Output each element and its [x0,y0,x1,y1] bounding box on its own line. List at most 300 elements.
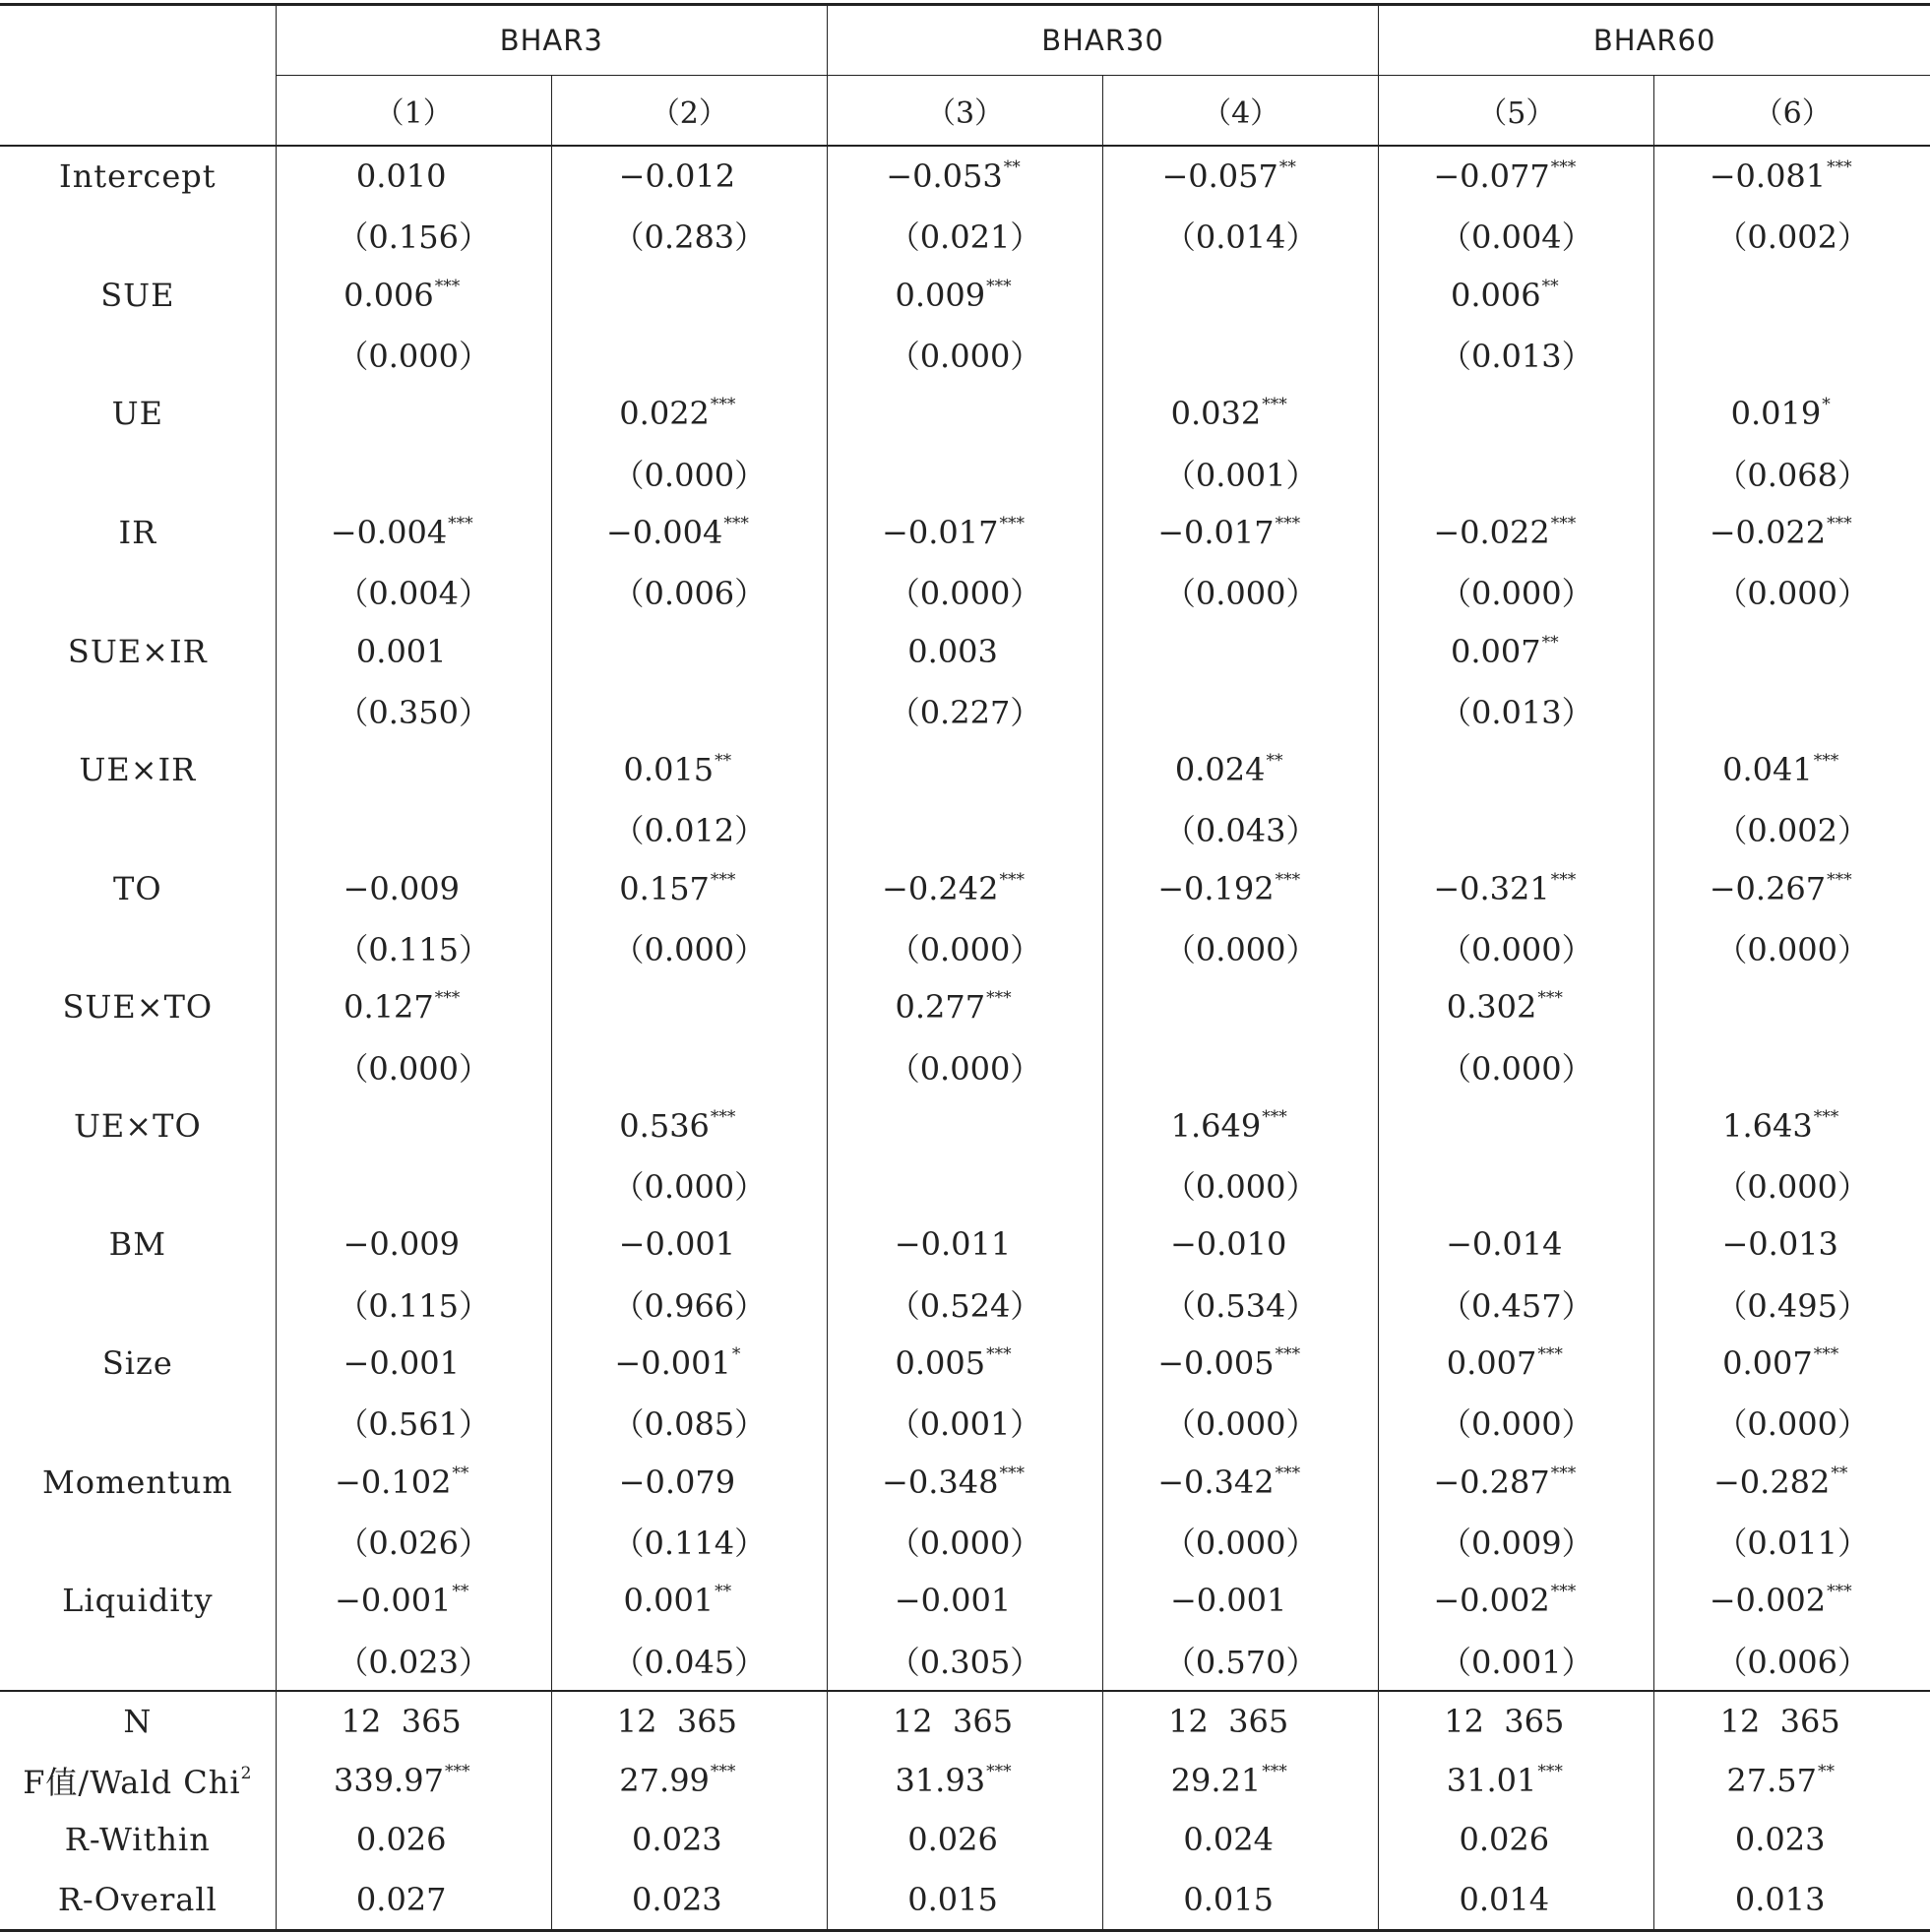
table-row [0,1275,1930,1334]
stat-cell [827,1810,1102,1869]
pvalue-cell [276,1036,551,1095]
p-value: （0.561） [337,1405,491,1444]
pvalue-cell [1654,918,1930,977]
stat-cell [276,1870,551,1931]
coef-value: 0.032 [1170,395,1262,433]
coef-value-wrap [895,1344,1011,1382]
table-row [0,1691,1930,1751]
coef-cell [1654,1096,1930,1155]
coef-cell [1103,740,1379,799]
stat-cell [1654,1870,1930,1931]
coef-cell [1103,146,1379,206]
coef-cell [276,1334,551,1393]
significance-stars: *** [710,869,736,890]
coef-value-wrap [677,277,678,314]
table-row [0,1155,1930,1215]
significance-stars: *** [1262,1106,1287,1127]
significance-stars: *** [1550,513,1577,533]
coef-cell [1654,740,1930,799]
pvalue-cell [551,1275,827,1334]
p-value: （0.000） [1715,1405,1869,1444]
coef-value: 0.127 [343,988,434,1027]
variable-label: BM [108,1225,166,1264]
pvalue-cell [1103,1393,1379,1452]
coef-value: 0.006 [343,276,434,314]
coef-value: −0.001 [614,1344,731,1383]
coef-cell [1654,384,1930,443]
pvalue-cell [1103,443,1379,502]
coef-value: 0.157 [619,869,710,907]
significance-stars: *** [1537,988,1563,1009]
coef-value: −0.002 [1433,1582,1550,1620]
coef-value: 0.005 [895,1344,986,1383]
stat-cell [1379,1691,1654,1751]
coef-value: −0.079 [618,1463,736,1501]
coef-value-wrap [1157,1344,1300,1382]
coef-value-wrap [1713,1464,1847,1501]
coef-value-wrap [1433,514,1576,551]
pvalue-cell [1654,206,1930,265]
p-value: （0.006） [612,575,767,613]
coef-cell [1379,1571,1654,1630]
significance-stars: ** [715,1582,732,1602]
pvalue-cell [1379,1036,1654,1095]
p-value: （0.014） [1163,218,1318,257]
p-value: （0.283） [612,218,767,257]
coef-cell [1103,503,1379,562]
significance-stars: *** [1537,1762,1563,1782]
coef-cell [551,146,827,206]
pvalue-cell [1379,325,1654,384]
significance-stars: *** [444,1762,470,1782]
variable-label: UE×TO [73,1106,202,1145]
significance-stars: ** [715,751,732,772]
stat-cell [551,1810,827,1869]
coef-value: −0.017 [882,513,999,551]
stat-value: 0.026 [355,1821,447,1859]
model-number-1: （1） [276,76,551,147]
coef-cell [276,146,551,206]
stat-value: 0.024 [1183,1821,1274,1859]
pvalue-cell [1654,1275,1930,1334]
coef-value-wrap [1157,514,1300,551]
pvalue-cell [551,681,827,740]
stat-cell [827,1751,1102,1810]
stat-value: 0.023 [1734,1821,1826,1859]
stat-value-wrap [632,1881,723,1918]
pvalue-cell [1103,1155,1379,1215]
significance-stars: *** [1827,157,1852,178]
coef-cell [276,1571,551,1630]
coef-value: 1.649 [1170,1106,1262,1145]
stat-value: 0.015 [1183,1880,1274,1918]
coef-value-wrap [1447,1344,1563,1382]
coef-value-wrap [1710,514,1852,551]
coef-cell [276,977,551,1036]
coef-cell [551,1096,827,1155]
stat-cell [827,1691,1102,1751]
stat-label-text: R-Overall [57,1880,218,1918]
p-value: （0.227） [888,693,1042,731]
stat-value: 31.93 [895,1762,986,1800]
significance-stars: *** [1827,513,1852,533]
coef-value: 0.015 [623,751,715,789]
pvalue-cell [1654,443,1930,502]
stat-cell [276,1810,551,1869]
coef-value-wrap [1731,395,1831,432]
stat-cell [276,1691,551,1751]
p-value: （0.000） [337,1049,491,1088]
coef-cell [1654,621,1930,680]
model-number-2: （2） [551,76,827,147]
stat-value-wrap [334,1762,469,1799]
pvalue-cell [1379,1630,1654,1690]
coef-value-wrap [335,1464,468,1501]
variable-label: Size [101,1344,173,1383]
significance-stars: *** [1813,1106,1839,1127]
p-value: （0.000） [337,338,491,376]
stat-value: 339.97 [333,1762,444,1800]
p-value: （0.000） [612,456,767,494]
coef-value-wrap [606,514,749,551]
stat-value-wrap [1183,1881,1275,1918]
coef-value: −0.022 [1433,513,1550,551]
coef-cell [1654,859,1930,918]
coef-value-wrap [614,1344,740,1382]
coef-value: 0.009 [895,276,986,314]
coef-cell [1103,977,1379,1036]
stat-value-wrap [342,1703,463,1740]
significance-stars: ** [1278,157,1296,178]
table-row [0,1334,1930,1393]
coef-cell [551,977,827,1036]
stat-value-wrap [1735,1881,1827,1918]
coef-value-wrap [1171,395,1287,432]
coef-value: −0.004 [605,513,723,551]
coef-value: −0.001 [1169,1582,1287,1620]
stat-cell [551,1870,827,1931]
stat-value: 12 365 [892,1702,1014,1740]
p-value: （0.000） [1715,1168,1869,1207]
coef-cell [827,977,1102,1036]
coef-value-wrap [1504,1107,1505,1145]
significance-stars: ** [1266,751,1283,772]
coef-value: −0.009 [342,869,460,907]
significance-stars: *** [1275,869,1301,890]
stat-cell [827,1870,1102,1931]
pvalue-cell [827,799,1102,858]
variable-label: UE [111,395,163,433]
coef-cell [1103,1096,1379,1155]
coef-value-wrap [882,1464,1025,1501]
stat-value-wrap [1720,1703,1841,1740]
pvalue-cell [827,325,1102,384]
coef-value-wrap [895,988,1011,1026]
coef-cell [551,384,827,443]
p-value: （0.534） [1163,1286,1318,1325]
p-value: （0.000） [1439,575,1593,613]
coef-cell [1379,1096,1654,1155]
significance-stars: ** [1541,632,1559,653]
coef-value-wrap [882,870,1025,907]
coef-cell [827,1453,1102,1512]
pvalue-cell [1103,325,1379,384]
stat-cell [276,1751,551,1810]
coef-value-wrap [619,1464,736,1501]
pvalue-cell [276,918,551,977]
pvalue-cell [827,1393,1102,1452]
coef-value-wrap [1171,1107,1287,1145]
coef-value-wrap [1433,157,1576,195]
stat-value-wrap [356,1881,448,1918]
stat-cell [1379,1870,1654,1931]
coef-value: −0.011 [894,1225,1012,1264]
pvalue-cell [551,1630,827,1690]
p-value: （0.000） [888,575,1042,613]
coef-value: 0.003 [907,632,998,670]
stat-value-wrap [893,1703,1014,1740]
blank-label-cell [0,1275,276,1334]
coef-value-wrap [343,1344,461,1382]
p-value: （0.004） [337,575,491,613]
coef-value-wrap [1446,1225,1563,1263]
coef-cell [1379,146,1654,206]
table-row [0,266,1930,325]
coef-value-wrap [335,1582,468,1619]
coef-cell [551,503,827,562]
table-row [0,1810,1930,1869]
coef-cell [1379,503,1654,562]
coef-cell [1103,1453,1379,1512]
model-number-4: （4） [1103,76,1379,147]
coef-value-wrap [624,1582,732,1619]
pvalue-cell [1379,918,1654,977]
significance-stars: ** [1541,276,1559,296]
p-value: （0.000） [1163,1168,1318,1207]
corner-cell [0,76,276,147]
table-row [0,1751,1930,1810]
coef-value-wrap [619,870,735,907]
coef-value: 0.022 [619,395,710,433]
table-row [0,1453,1930,1512]
significance-stars: ** [452,1463,469,1483]
coef-cell [827,146,1102,206]
coef-cell [1379,1453,1654,1512]
pvalue-cell [1379,1275,1654,1334]
pvalue-cell [1103,799,1379,858]
coef-value: 0.019 [1730,395,1822,433]
coef-value-wrap [1433,1464,1576,1501]
coef-value: 0.007 [1722,1344,1813,1383]
coef-cell [1103,1334,1379,1393]
pvalue-cell [1654,1512,1930,1571]
p-value: （0.011） [1715,1524,1869,1562]
stat-cell [1654,1751,1930,1810]
model-number-row [0,76,1930,147]
pvalue-cell [827,1275,1102,1334]
coef-cell [1379,740,1654,799]
coef-value-wrap [1451,277,1559,314]
table-row [0,1630,1930,1690]
coef-cell [551,621,827,680]
coef-value: −0.001 [335,1582,452,1620]
coef-value: −0.057 [1161,157,1278,196]
table-row [0,740,1930,799]
coef-cell [1103,621,1379,680]
coef-cell [1654,1215,1930,1274]
coef-cell [276,384,551,443]
pvalue-cell [1379,206,1654,265]
table-row [0,918,1930,977]
pvalue-cell [551,1393,827,1452]
coef-cell [551,1571,827,1630]
p-value: （0.000） [1715,575,1869,613]
coef-value-wrap [953,1107,954,1145]
stat-value-wrap [356,1821,448,1858]
table-row [0,799,1930,858]
stat-value-wrap [1726,1762,1835,1799]
significance-stars: *** [448,513,473,533]
pvalue-cell [1654,562,1930,621]
stat-value-wrap [632,1821,723,1858]
model-number-5: （5） [1379,76,1654,147]
coef-cell [276,1215,551,1274]
coef-cell [276,621,551,680]
stat-value: 12 365 [1168,1702,1289,1740]
stat-value: 12 365 [1444,1702,1565,1740]
significance-stars: ** [1003,157,1021,178]
table-row [0,146,1930,206]
group-header-bhar30: BHAR30 [827,5,1378,76]
coef-value: 0.302 [1446,988,1537,1027]
coef-value: −0.010 [1169,1225,1287,1264]
p-value: （0.000） [888,1524,1042,1562]
pvalue-cell [1379,799,1654,858]
stat-value-wrap [895,1762,1011,1799]
coef-value-wrap [1161,157,1295,195]
coef-value-wrap [1433,1582,1576,1619]
variable-label: SUE×IR [67,632,208,670]
variable-label: SUE×TO [62,988,214,1027]
coef-cell [276,1453,551,1512]
table-body [0,146,1930,1930]
coef-value: 0.007 [1450,632,1541,670]
coef-value-wrap [402,1107,403,1145]
p-value: （0.457） [1439,1286,1593,1325]
stat-value: 29.21 [1170,1762,1262,1800]
pvalue-cell [276,206,551,265]
table-row [0,1512,1930,1571]
p-value: （0.115） [337,1286,491,1325]
stat-label [0,1870,276,1931]
coef-value: −0.287 [1433,1463,1550,1501]
significance-stars: *** [1827,1582,1852,1602]
p-value: （0.000） [1439,1405,1593,1444]
coef-value-wrap [402,395,403,432]
table-row [0,681,1930,740]
pvalue-cell [1654,799,1930,858]
p-value: （0.001） [1163,456,1318,494]
stat-value-wrap [1459,1881,1550,1918]
p-value: （0.115） [337,931,491,968]
significance-stars: *** [1537,1344,1563,1365]
coef-value: −0.017 [1157,513,1275,551]
coef-value: 0.041 [1722,751,1813,789]
significance-stars: *** [999,869,1025,890]
significance-stars: *** [710,1106,736,1127]
p-value: （0.000） [1163,1524,1318,1562]
coef-value-wrap [1175,751,1283,788]
pvalue-cell [827,562,1102,621]
coef-cell [276,740,551,799]
table-row [0,1571,1930,1630]
p-value: （0.000） [888,1049,1042,1088]
stat-value-wrap [907,1881,999,1918]
table-row [0,384,1930,443]
blank-label-cell [0,918,276,977]
pvalue-cell [1103,1275,1379,1334]
p-value: （0.009） [1439,1524,1593,1562]
significance-stars: *** [999,513,1025,533]
pvalue-cell [276,1393,551,1452]
coef-value-wrap [619,1107,735,1145]
coef-cell [827,1334,1102,1393]
stat-value: 12 365 [1719,1702,1840,1740]
coef-value-wrap [1451,633,1559,670]
coef-value-wrap [402,751,403,788]
p-value: （0.000） [888,338,1042,376]
significance-stars: *** [999,1463,1025,1483]
pvalue-cell [1379,1155,1654,1215]
table-row [0,1870,1930,1931]
coef-cell [551,266,827,325]
significance-stars: *** [986,1344,1012,1365]
coef-value-wrap [1433,870,1576,907]
pvalue-cell [276,325,551,384]
stat-value: 0.013 [1734,1880,1826,1918]
stat-label [0,1751,276,1810]
coef-value-wrap [1170,1225,1287,1263]
pvalue-cell [1654,325,1930,384]
coef-cell [1103,266,1379,325]
p-value: （0.001） [888,1405,1042,1444]
coef-value-wrap [1780,988,1781,1026]
coef-value: −0.342 [1157,1463,1275,1501]
coef-value: −0.013 [1721,1225,1838,1264]
coef-value-wrap [1710,157,1852,195]
coef-value: 0.010 [355,157,447,196]
coef-cell [1654,146,1930,206]
pvalue-cell [276,1155,551,1215]
table-row [0,621,1930,680]
p-value: （0.966） [612,1286,767,1325]
coef-cell [276,859,551,918]
group-header-bhar60: BHAR60 [1379,5,1930,76]
corner-cell [0,5,276,76]
table-row [0,443,1930,502]
coef-value: −0.242 [882,869,999,907]
significance-stars: *** [434,988,461,1009]
stat-value-wrap [907,1821,999,1858]
stat-value: 0.023 [632,1821,722,1859]
significance-stars: ** [1817,1762,1835,1782]
coef-value: 0.277 [895,988,986,1027]
coef-value-wrap [907,633,999,670]
coef-value-wrap [619,157,736,195]
pvalue-cell [1654,1036,1930,1095]
stat-value: 0.023 [632,1880,722,1918]
coef-value-wrap [953,395,954,432]
